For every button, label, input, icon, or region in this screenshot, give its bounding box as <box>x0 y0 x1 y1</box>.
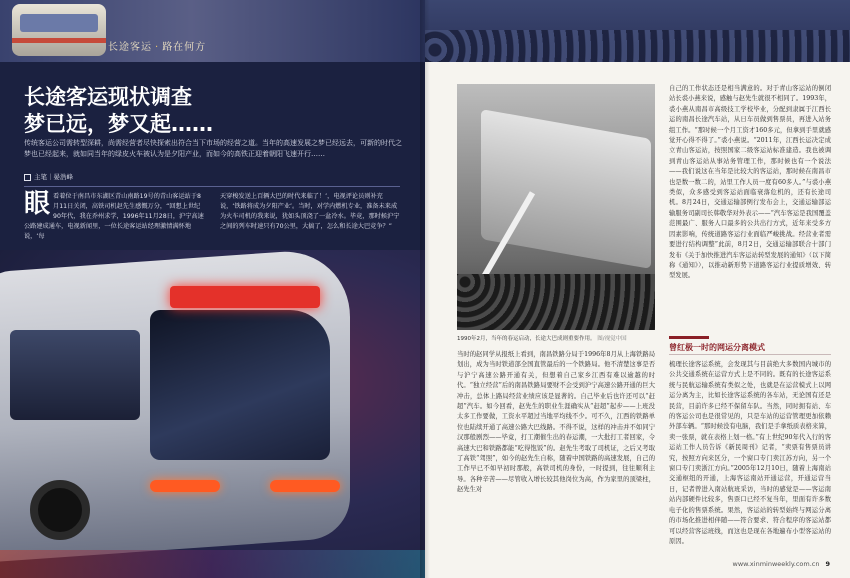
bus-wheel <box>30 480 90 540</box>
spine-shadow <box>420 0 430 578</box>
left-body <box>24 189 402 242</box>
byline-text: 主笔｜晏浩峰 <box>34 173 73 181</box>
bus-windshield <box>150 310 330 460</box>
road-glow <box>0 550 425 578</box>
section-separator: · <box>155 42 160 53</box>
photo-crowd <box>457 274 655 330</box>
bus-illustration <box>0 250 425 578</box>
divider <box>24 186 400 187</box>
left-body-col-2: 天穿梭发送上百辆大巴的时代来临了！’，电视评论员则补充说，‘铁路将成为夕阳产业’。当时，对学内燃机专业，准备未来成为火车司机的我来说，犹如头顶浇了一盆冷水。毕竟，那时候沪宁之间的列车时速只有70公里，大搞了，怎么和长途大巴竞争？” <box>220 193 400 230</box>
right-body-col-a: 当时的赵同学从报纸上看到，南昌铁路分局于1996年8月从上海铁路局划出，成为当时铁道部全国直管最后的一个铁路局。他不清楚这事是否与沪宁高速公路开通有关，但想着自己家乡江西有难以逾越的时代。“独立经营”后的南昌铁路局要财不会受到沪宁高速公路开通的巨大冲击，总体上路局经营业绩应该是显著的。自己毕业后也许还可以“赶超”汽车。如今回看，赵先生的职业生涯确实从“赶超”起步——上班没太多工作要做，工资水平超过当地平均线不少。可不久，江西的铁路单位也陆续开通了高速公路大巴线路。不得不说，这样的冲击并不如同宁汉那般剧烈——毕竟，打工潮催生出的春运潮，一大批打工者回家，令高速大巴和铁路都能“吃得饱饭”的。赵先生考取了司机证，之后又考取了高铁“驾照”，如今的赵先生自称，随着中国铁路的高速发展，自己的工作早已不如早初时那般，高铁司机的身份，一时提到，往往顺利主导。各种辛苦——尽管收入增长较其他岗位为高，作为家里的顶梁柱，赵先生对 <box>457 351 655 494</box>
section-banner <box>0 0 425 62</box>
article-lead: 传统客运公司需转型深耕，尚需经营者尽快探索出符合当下市场的经营之道。当年的高速发展之梦已经远去，可新的时代之梦也已经起来，就如同当年的绿皮火车被认为是夕阳产业，而如今的高铁正迎着朝阳飞速开行…… <box>24 139 402 158</box>
subhead-accent-bar <box>669 336 709 339</box>
caption-credit: 图/视觉中国 <box>597 336 627 342</box>
left-body-col-1 <box>24 189 206 242</box>
bus-side-window <box>10 330 140 420</box>
article-title <box>24 84 213 138</box>
caption-text: 1990年2月，当年的春运启动，长途大巴成则重要作用。 <box>457 336 596 342</box>
subhead-rule <box>669 354 831 355</box>
footer-url: www.xinminweekly.com.cn <box>732 560 820 568</box>
photo-caption <box>457 334 655 342</box>
right-body-col-c: 梳理长途客运系统，会发现其与目前绝大多数国内城市的公共交通系统在运营方式上是不同的。既有的长途客运系统与民航运输系统有类似之处，也就是在运营模式上以网运分离为主，比如长途客运系统的各车站，无论国有还是民营，目前许多已经不保留车队。当然，同时拥有站、车的客运公司也是很常见的，只是车站的运营管理更加依赖外部车辆。“那时候没有电脑，我们是手拿纸质表格来算，卖一张票，就在表格上划一格。”有上世纪90年代入行的客运站工作人员告诉《新民周刊》记者，“卖票有售票员讲究，按照方向来区分，一个窗口专门卖江苏方向，另一个窗口专门卖浙江方向。”2005年12月10日，随着上海南站交通枢纽的开通，上海客运南站开通运营，开通运营当日，记者曾进入南站航班采访，当时的感觉是——客运南站内部硬件比较多，售票口已经不复当年，里面有许多数电子化的售票系统。果然，客运站的转型始终与网运分离的市场化推进相伴随——符合要求、符合程序的客运站都可以经营客运班线，而这也是现在各地遍布小型客运站的原因。 <box>669 361 831 545</box>
section-name-b: 路在何方 <box>162 42 207 53</box>
title-line-1: 长途客运现状调查 <box>24 85 192 109</box>
section-tag <box>108 38 206 53</box>
title-line-2: 梦已远，梦又起…… <box>24 112 213 136</box>
photo-train <box>481 109 651 269</box>
pen-icon <box>24 174 31 181</box>
byline <box>24 172 73 181</box>
page-footer <box>733 560 831 568</box>
archive-photo <box>457 84 655 330</box>
page-number: 9 <box>825 560 830 568</box>
bus-headlight-right <box>270 480 340 492</box>
bus-headlight-left <box>150 480 220 492</box>
right-page <box>425 0 850 578</box>
crowd-banner-image <box>425 0 850 62</box>
section-subhead: 曾红极一时的网运分离模式 <box>669 343 765 352</box>
section-name-a: 长途客运 <box>108 42 152 53</box>
bus-thumbnail-image <box>12 4 106 56</box>
left-body-col-1-text: 看着位于南昌市东湖区青山南路19号的青山客运站于8月11日关闭，高铁司机赵先生感慨万分，“回想上世纪90年代，我在乔州求学，1996年11月28日，沪宁高速公路建成通车，电视新闻里，一位长途客运站经理激情满怀地说，‘每 <box>24 193 204 240</box>
right-body-col-b: 自己的工作状态还是相当满意的。对于青山客运站的倒闭站长裘小燕来说，感触与赵先生就很不相同了。1993年，裘小燕从南昌市高级技工学校毕业，分配到隶属于江西长运的南昌长途汽车站，从日车员做到售票员，再进入站务组工作。“那时候一个月工资才160多元，但拿到手里就感觉开心得不得了。”裘小燕说。“2011年，江西长运决定成立青山客运站，按照国家二级客运站标准建造。我也被调到青山客运站从事站务管理工作，那时候也有一个说法——我们说这在当年是比较大的客运站，那时候在南昌市也是数一数二的，站里工作人员一度有60多人。”与裘小燕类似，众多感受到客运站面临衰落危机的，还有长途司机。8月24日，交通运输部例行发布会上，交通运输部运输服务司副司长韩敬华对外表示——“汽车客运是我国覆盖范围最广、服务人口最多的公共出行方式，近年来受多方因素影响，传统道路客运行业面临严峻挑战。经营业者需要进行结构调整”此前，8月2日，交通运输部联合十部门发布《关于加快推进汽车客运站转型发展的通知》（以下简称《通知》），以推动新形势下道路客运行业提质增效、转型发展。 <box>669 85 831 280</box>
bus-destination-sign <box>170 286 320 308</box>
dropcap: 眼 <box>24 189 51 219</box>
